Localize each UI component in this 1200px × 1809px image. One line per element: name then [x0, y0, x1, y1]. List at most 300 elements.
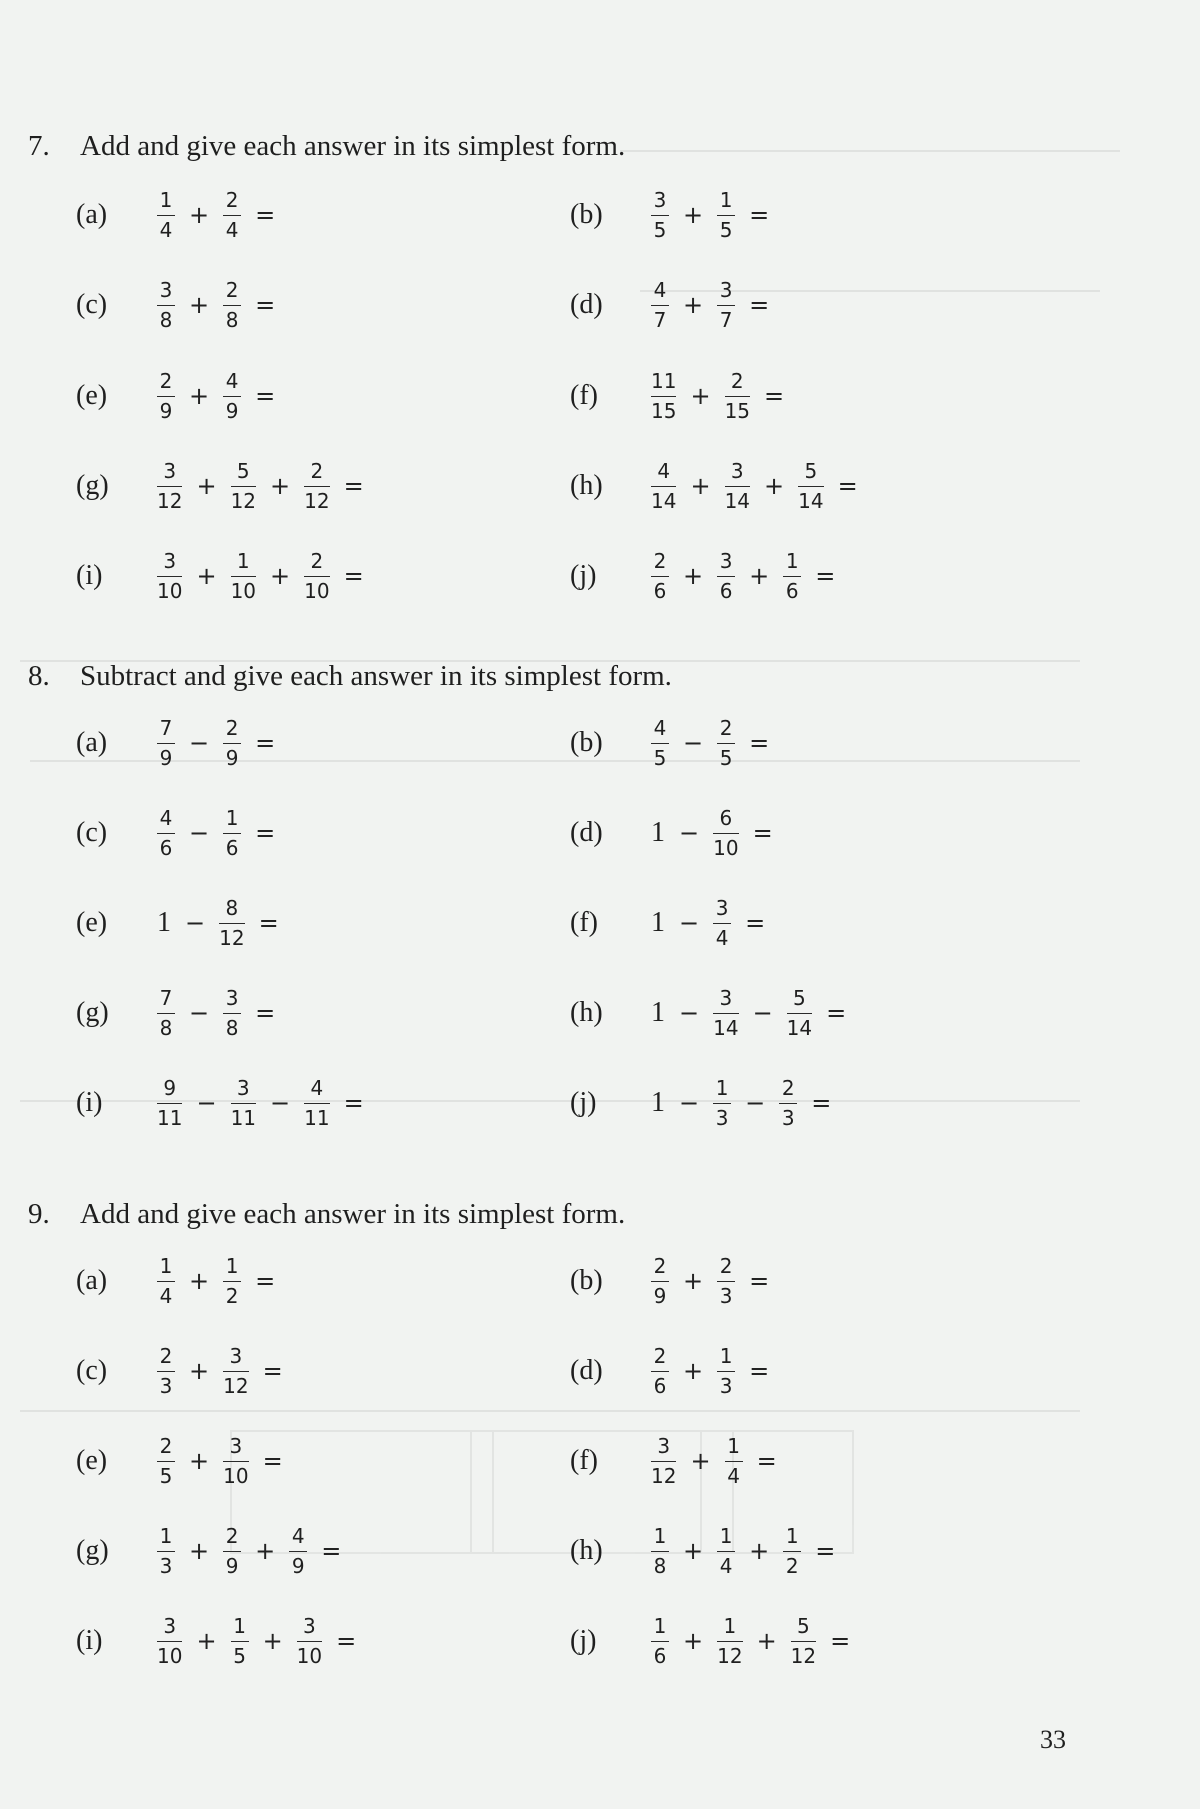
question-number: 8. [28, 660, 50, 692]
fraction-expression [153, 1076, 374, 1130]
equals-sign: = [321, 1537, 342, 1565]
question-heading [28, 1198, 625, 1231]
question-instruction: Add and give each answer in its simplest form. [80, 1198, 626, 1230]
fraction [157, 278, 175, 332]
fraction-bar [157, 396, 175, 397]
equals-sign: = [815, 1537, 836, 1565]
fraction [157, 1344, 175, 1398]
fraction [651, 716, 669, 770]
fraction [651, 549, 669, 603]
exercise-item [570, 1331, 779, 1411]
numerator: 3 [225, 986, 239, 1010]
denominator: 10 [157, 1644, 183, 1668]
operator: + [683, 1357, 704, 1385]
denominator: 14 [786, 1016, 813, 1040]
denominator: 7 [719, 308, 733, 332]
fraction-bar [779, 1103, 797, 1104]
numerator: 3 [229, 1434, 243, 1458]
fraction [651, 369, 676, 423]
operator: − [679, 1089, 700, 1117]
fraction [223, 716, 241, 770]
operator: − [189, 999, 210, 1027]
operator: + [189, 1537, 210, 1565]
fraction-expression [647, 986, 856, 1040]
fraction [223, 1254, 241, 1308]
fraction [157, 1614, 182, 1668]
numerator: 5 [804, 459, 818, 483]
exercise-item [570, 536, 845, 616]
fraction-bar [651, 1551, 669, 1552]
numerator: 1 [225, 1254, 239, 1278]
item-label: (c) [76, 289, 108, 320]
fraction [717, 1614, 742, 1668]
equals-sign: = [815, 562, 836, 590]
fraction-expression [647, 1434, 787, 1488]
fraction [223, 369, 241, 423]
denominator: 10 [157, 579, 183, 603]
exercise-item [76, 175, 285, 255]
fraction [223, 806, 241, 860]
numerator: 5 [797, 1614, 810, 1638]
denominator: 3 [159, 1554, 173, 1578]
fraction-expression [153, 549, 374, 603]
equals-sign: = [830, 1627, 851, 1655]
operator: − [683, 729, 704, 757]
operator: + [189, 201, 210, 229]
denominator: 10 [223, 1464, 249, 1488]
numerator: 2 [159, 1344, 173, 1368]
fraction [157, 1076, 182, 1130]
denominator: 9 [225, 1554, 239, 1578]
fraction [157, 1524, 175, 1578]
denominator: 12 [717, 1644, 743, 1668]
denominator: 5 [159, 1464, 173, 1488]
fraction-bar [223, 1281, 241, 1282]
numerator: 3 [730, 459, 744, 483]
numerator: 1 [159, 1254, 173, 1278]
fraction [717, 716, 735, 770]
fraction [717, 278, 735, 332]
item-label: (e) [76, 380, 108, 411]
fraction [651, 1614, 669, 1668]
fraction-bar [157, 305, 175, 306]
fraction-bar [651, 576, 669, 577]
item-label: (a) [76, 727, 108, 758]
question-heading [28, 130, 625, 163]
denominator: 9 [225, 399, 239, 423]
item-label: (j) [570, 560, 597, 591]
item-label: (f) [570, 380, 598, 411]
fraction [651, 1434, 676, 1488]
numerator: 3 [229, 1344, 243, 1368]
fraction [713, 806, 738, 860]
whole-number: 1 [651, 1087, 665, 1118]
equals-sign: = [258, 909, 279, 937]
denominator: 11 [304, 1106, 330, 1130]
item-label: (d) [570, 1355, 603, 1386]
whole-number: 1 [651, 817, 665, 848]
numerator: 3 [657, 1434, 671, 1458]
fraction-bar [651, 396, 676, 397]
equals-sign: = [255, 382, 276, 410]
item-label: (g) [76, 1535, 109, 1566]
equals-sign: = [756, 1447, 777, 1475]
operator: + [196, 1627, 217, 1655]
numerator: 2 [730, 369, 744, 393]
fraction-bar [717, 215, 735, 216]
numerator: 3 [163, 549, 177, 573]
fraction-bar [713, 833, 738, 834]
fraction [779, 1076, 797, 1130]
fraction-bar [717, 576, 735, 577]
fraction-expression [153, 188, 285, 242]
fraction-bar [157, 743, 175, 744]
operator: − [185, 909, 206, 937]
fraction [157, 188, 175, 242]
fraction-bar [651, 1281, 669, 1282]
denominator: 6 [653, 1374, 667, 1398]
item-label: (i) [76, 560, 103, 591]
operator: − [196, 1089, 217, 1117]
equals-sign: = [749, 729, 770, 757]
fraction [157, 986, 175, 1040]
equals-sign: = [749, 291, 770, 319]
exercise-item [76, 1601, 366, 1681]
exercise-item [76, 1241, 285, 1321]
fraction-bar [157, 833, 175, 834]
fraction-bar [304, 1103, 329, 1104]
numerator: 2 [310, 459, 324, 483]
numerator: 2 [653, 1254, 667, 1278]
fraction-expression [153, 1434, 293, 1488]
denominator: 5 [719, 218, 733, 242]
item-label: (b) [570, 1265, 603, 1296]
denominator: 5 [653, 218, 667, 242]
fraction-bar [713, 1013, 738, 1014]
exercise-item [76, 973, 285, 1053]
fraction-bar [157, 486, 182, 487]
numerator: 1 [727, 1434, 740, 1458]
equals-sign: = [255, 999, 276, 1027]
numerator: 2 [225, 1524, 239, 1548]
fraction [219, 896, 244, 950]
operator: + [270, 472, 291, 500]
fraction-expression [647, 369, 794, 423]
fraction-bar [223, 833, 241, 834]
operator: + [189, 1447, 210, 1475]
operator: − [679, 819, 700, 847]
denominator: 4 [719, 1554, 733, 1578]
fraction-bar [791, 1641, 816, 1642]
fraction-bar [798, 486, 823, 487]
operator: + [690, 1447, 711, 1475]
operator: + [262, 1627, 283, 1655]
denominator: 3 [719, 1284, 733, 1308]
numerator: 1 [719, 1344, 733, 1368]
numerator: 2 [225, 188, 239, 212]
item-label: (i) [76, 1087, 103, 1118]
denominator: 10 [230, 579, 257, 603]
fraction-bar [651, 486, 676, 487]
numerator: 1 [159, 1524, 173, 1548]
equals-sign: = [255, 1267, 276, 1295]
denominator: 5 [653, 746, 667, 770]
item-label: (h) [570, 1535, 603, 1566]
denominator: 10 [304, 579, 330, 603]
denominator: 7 [653, 308, 667, 332]
fraction-bar [725, 486, 750, 487]
fraction [791, 1614, 816, 1668]
operator: − [189, 819, 210, 847]
fraction-bar [157, 1371, 175, 1372]
denominator: 9 [159, 399, 173, 423]
exercise-item [76, 1331, 293, 1411]
fraction-bar [157, 1281, 175, 1282]
numerator: 8 [225, 896, 239, 920]
denominator: 15 [724, 399, 751, 423]
denominator: 12 [304, 489, 330, 513]
item-label: (c) [76, 1355, 108, 1386]
fraction [223, 986, 241, 1040]
denominator: 12 [223, 1374, 249, 1398]
fraction [651, 1524, 669, 1578]
fraction [157, 1434, 175, 1488]
item-label: (a) [76, 199, 108, 230]
fraction [157, 806, 175, 860]
fraction-expression [153, 369, 285, 423]
fraction-bar [157, 576, 182, 577]
denominator: 6 [719, 579, 733, 603]
fraction-expression [647, 806, 783, 860]
denominator: 9 [159, 746, 173, 770]
fraction-bar [231, 1103, 256, 1104]
fraction [223, 1434, 248, 1488]
fraction [304, 549, 329, 603]
fraction [157, 716, 175, 770]
denominator: 8 [225, 308, 239, 332]
denominator: 3 [781, 1106, 795, 1130]
numerator: 1 [653, 1524, 667, 1548]
fraction-expression [153, 278, 285, 332]
operator: − [679, 909, 700, 937]
equals-sign: = [343, 1089, 364, 1117]
fraction [304, 1076, 329, 1130]
operator: − [745, 1089, 766, 1117]
fraction [231, 549, 256, 603]
fraction-bar [231, 486, 256, 487]
exercise-item [76, 1421, 293, 1501]
fraction-expression [153, 1344, 293, 1398]
operator: + [189, 291, 210, 319]
item-label: (e) [76, 1445, 108, 1476]
fraction-bar [223, 305, 241, 306]
numerator: 4 [657, 459, 671, 483]
denominator: 4 [225, 218, 239, 242]
fraction-bar [713, 923, 731, 924]
numerator: 1 [723, 1614, 737, 1638]
operator: + [749, 1537, 770, 1565]
fraction-bar [725, 396, 750, 397]
operator: + [756, 1627, 777, 1655]
fraction-bar [717, 1281, 735, 1282]
item-label: (d) [570, 817, 603, 848]
fraction-expression [153, 1254, 285, 1308]
denominator: 8 [159, 1016, 173, 1040]
exercise-item [570, 356, 794, 436]
item-label: (g) [76, 997, 109, 1028]
numerator: 2 [653, 1344, 667, 1368]
fraction-bar [787, 1013, 812, 1014]
exercise-item [76, 356, 285, 436]
whole-number: 1 [651, 907, 665, 938]
equals-sign: = [336, 1627, 357, 1655]
fraction-bar [783, 1551, 801, 1552]
numerator: 1 [233, 1614, 246, 1638]
fraction [725, 1434, 743, 1488]
equals-sign: = [255, 291, 276, 319]
equals-sign: = [749, 201, 770, 229]
denominator: 4 [715, 926, 729, 950]
fraction-expression [647, 716, 779, 770]
fraction-bar [223, 215, 241, 216]
fraction [231, 1614, 249, 1668]
denominator: 9 [653, 1284, 667, 1308]
operator: − [189, 729, 210, 757]
fraction-bar [157, 1461, 175, 1462]
fraction-bar [157, 1013, 175, 1014]
whole-number: 1 [157, 907, 171, 938]
item-label: (f) [570, 1445, 598, 1476]
operator: + [189, 1267, 210, 1295]
denominator: 3 [715, 1106, 729, 1130]
fraction [223, 1524, 241, 1578]
exercise-item [76, 1063, 374, 1143]
fraction-bar [717, 1641, 742, 1642]
fraction [725, 459, 750, 513]
fraction [651, 1344, 669, 1398]
exercise-item [570, 703, 779, 783]
equals-sign: = [837, 472, 858, 500]
operator: + [683, 1627, 704, 1655]
equals-sign: = [749, 1267, 770, 1295]
exercise-item [76, 446, 374, 526]
fraction [717, 1344, 735, 1398]
numerator: 3 [236, 1076, 250, 1100]
numerator: 3 [163, 1614, 177, 1638]
fraction-bar [783, 576, 801, 577]
numerator: 3 [653, 188, 667, 212]
fraction-expression [153, 806, 285, 860]
question-number: 7. [28, 130, 50, 162]
operator: + [683, 562, 704, 590]
numerator: 2 [225, 278, 239, 302]
item-label: (c) [76, 817, 108, 848]
fraction-bar [231, 576, 256, 577]
fraction [651, 1254, 669, 1308]
fraction-expression [153, 1524, 351, 1578]
numerator: 1 [653, 1614, 667, 1638]
operator: + [690, 382, 711, 410]
numerator: 1 [719, 188, 733, 212]
fraction-bar [304, 576, 329, 577]
equals-sign: = [255, 729, 276, 757]
exercise-item [76, 883, 289, 963]
denominator: 11 [157, 1106, 183, 1130]
fraction-expression [647, 1076, 841, 1130]
fraction-bar [223, 1013, 241, 1014]
fraction-bar [717, 305, 735, 306]
exercise-item [76, 536, 374, 616]
denominator: 14 [724, 489, 751, 513]
numerator: 3 [159, 278, 173, 302]
numerator: 6 [719, 806, 733, 830]
fraction [713, 1076, 731, 1130]
fraction [787, 986, 812, 1040]
equals-sign: = [811, 1089, 832, 1117]
fraction [231, 1076, 256, 1130]
denominator: 8 [159, 308, 173, 332]
item-label: (j) [570, 1625, 597, 1656]
numerator: 1 [715, 1076, 729, 1100]
fraction-bar [651, 1371, 669, 1372]
denominator: 2 [225, 1284, 239, 1308]
denominator: 9 [291, 1554, 305, 1578]
fraction [231, 459, 256, 513]
denominator: 5 [233, 1644, 246, 1668]
fraction [223, 278, 241, 332]
exercise-item [570, 1421, 787, 1501]
item-label: (b) [570, 727, 603, 758]
fraction-bar [223, 396, 241, 397]
fraction-bar [304, 486, 329, 487]
equals-sign: = [262, 1357, 283, 1385]
operator: − [679, 999, 700, 1027]
operator: + [255, 1537, 276, 1565]
item-label: (h) [570, 470, 603, 501]
fraction [223, 1344, 248, 1398]
fraction [289, 1524, 307, 1578]
fraction [651, 188, 669, 242]
operator: + [196, 472, 217, 500]
numerator: 4 [291, 1524, 305, 1548]
numerator: 7 [159, 716, 173, 740]
item-label: (j) [570, 1087, 597, 1118]
exercise-item [570, 265, 779, 345]
fraction-expression [647, 549, 845, 603]
numerator: 2 [310, 549, 324, 573]
numerator: 5 [793, 986, 806, 1010]
exercise-item [76, 265, 285, 345]
denominator: 14 [713, 1016, 739, 1040]
fraction-bar [157, 1103, 182, 1104]
numerator: 2 [719, 716, 733, 740]
numerator: 1 [159, 188, 173, 212]
operator: + [189, 1357, 210, 1385]
numerator: 2 [159, 369, 173, 393]
exercise-item [570, 973, 856, 1053]
numerator: 4 [653, 278, 667, 302]
operator: + [196, 562, 217, 590]
numerator: 2 [653, 549, 667, 573]
fraction [717, 1524, 735, 1578]
numerator: 3 [719, 549, 733, 573]
denominator: 10 [296, 1644, 323, 1668]
denominator: 15 [651, 399, 677, 423]
denominator: 6 [225, 836, 239, 860]
item-label: (g) [76, 470, 109, 501]
exercise-item [570, 883, 775, 963]
fraction-bar [651, 305, 669, 306]
